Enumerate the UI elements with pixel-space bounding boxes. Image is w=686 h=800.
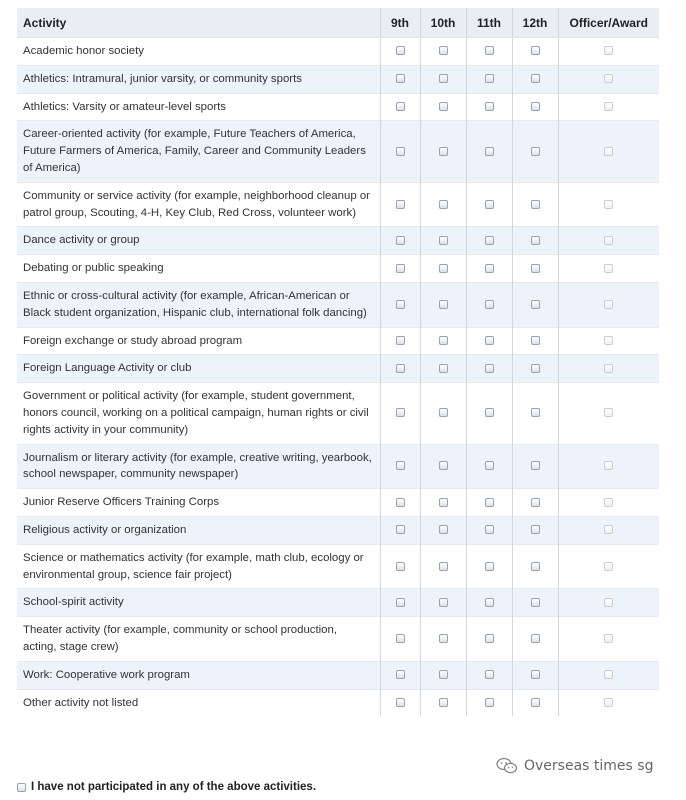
checkbox-cell-officer-award	[558, 282, 659, 327]
activity-label: Religious activity or organization	[17, 516, 380, 544]
checkbox-9th[interactable]	[396, 236, 405, 245]
checkbox-11th[interactable]	[485, 147, 494, 156]
checkbox-cell-11th	[466, 689, 512, 716]
checkbox-11th[interactable]	[485, 46, 494, 55]
checkbox-10th[interactable]	[439, 364, 448, 373]
activity-label: Debating or public speaking	[17, 255, 380, 283]
activity-label: Career-oriented activity (for example, Future Teachers of America, Future Farmers of America, Family, Career and Community Leaders of America)	[17, 121, 380, 182]
checkbox-cell-officer-award	[558, 38, 659, 66]
checkbox-cell-officer-award	[558, 93, 659, 121]
checkbox-10th[interactable]	[439, 461, 448, 470]
activity-label: Athletics: Intramural, junior varsity, or community sports	[17, 65, 380, 93]
checkbox-cell-12th	[512, 516, 558, 544]
checkbox-9th[interactable]	[396, 147, 405, 156]
checkbox-9th[interactable]	[396, 408, 405, 417]
checkbox-11th[interactable]	[485, 74, 494, 83]
activity-row	[17, 182, 659, 227]
checkbox-cell-9th	[380, 327, 420, 355]
checkbox-cell-9th	[380, 121, 420, 182]
activity-row	[17, 383, 659, 444]
checkbox-10th[interactable]	[439, 336, 448, 345]
checkbox-cell-10th	[420, 38, 466, 66]
checkbox-12th[interactable]	[531, 598, 540, 607]
activity-row	[17, 544, 659, 589]
checkbox-10th[interactable]	[439, 300, 448, 309]
checkbox-12th[interactable]	[531, 461, 540, 470]
checkbox-cell-12th	[512, 327, 558, 355]
activity-label: Work: Cooperative work program	[17, 661, 380, 689]
activity-row	[17, 661, 659, 689]
checkbox-cell-12th	[512, 255, 558, 283]
checkbox-11th[interactable]	[485, 102, 494, 111]
checkbox-cell-10th	[420, 489, 466, 517]
column-header-10th: 10th	[420, 8, 466, 38]
checkbox-cell-11th	[466, 355, 512, 383]
checkbox-9th[interactable]	[396, 498, 405, 507]
checkbox-9th[interactable]	[396, 634, 405, 643]
checkbox-cell-officer-award	[558, 65, 659, 93]
checkbox-cell-9th	[380, 444, 420, 489]
no-activities-label: I have not participated in any of the above activities.	[31, 781, 317, 793]
checkbox-cell-officer-award	[558, 355, 659, 383]
checkbox-cell-9th	[380, 661, 420, 689]
column-header-activity: Activity	[17, 8, 380, 38]
checkbox-9th[interactable]	[396, 200, 405, 209]
checkbox-cell-officer-award	[558, 182, 659, 227]
checkbox-11th[interactable]	[485, 634, 494, 643]
checkbox-11th[interactable]	[485, 525, 494, 534]
checkbox-cell-9th	[380, 65, 420, 93]
checkbox-cell-11th	[466, 617, 512, 662]
checkbox-11th[interactable]	[485, 300, 494, 309]
checkbox-officer-award[interactable]	[604, 598, 613, 607]
checkbox-officer-award[interactable]	[604, 670, 613, 679]
checkbox-officer-award[interactable]	[604, 498, 613, 507]
checkbox-cell-officer-award	[558, 227, 659, 255]
activity-label: Dance activity or group	[17, 227, 380, 255]
checkbox-12th[interactable]	[531, 670, 540, 679]
checkbox-9th[interactable]	[396, 336, 405, 345]
checkbox-cell-11th	[466, 65, 512, 93]
checkbox-cell-11th	[466, 383, 512, 444]
checkbox-cell-11th	[466, 255, 512, 283]
checkbox-cell-9th	[380, 589, 420, 617]
checkbox-9th[interactable]	[396, 46, 405, 55]
activity-label: Ethnic or cross-cultural activity (for example, African-American or Black student organization, Hispanic club, international folk dancing)	[17, 282, 380, 327]
checkbox-cell-12th	[512, 38, 558, 66]
checkbox-9th[interactable]	[396, 562, 405, 571]
checkbox-9th[interactable]	[396, 525, 405, 534]
checkbox-9th[interactable]	[396, 102, 405, 111]
checkbox-12th[interactable]	[531, 525, 540, 534]
checkbox-11th[interactable]	[485, 670, 494, 679]
checkbox-12th[interactable]	[531, 364, 540, 373]
activity-label: Community or service activity (for example, neighborhood cleanup or patrol group, Scouting, 4-H, Key Club, Red Cross, volunteer work)	[17, 182, 380, 227]
checkbox-cell-9th	[380, 255, 420, 283]
column-header-officer-award: Officer/Award	[558, 8, 659, 38]
checkbox-officer-award[interactable]	[604, 46, 613, 55]
activity-label: Government or political activity (for example, student government, honors council, working on a political campaign, human rights or civil rights activity in your community)	[17, 383, 380, 444]
checkbox-11th[interactable]	[485, 264, 494, 273]
checkbox-cell-11th	[466, 282, 512, 327]
activity-label: Foreign exchange or study abroad program	[17, 327, 380, 355]
checkbox-cell-9th	[380, 516, 420, 544]
checkbox-officer-award[interactable]	[604, 200, 613, 209]
checkbox-10th[interactable]	[439, 634, 448, 643]
column-header-9th: 9th	[380, 8, 420, 38]
checkbox-cell-10th	[420, 617, 466, 662]
checkbox-12th[interactable]	[531, 264, 540, 273]
checkbox-cell-12th	[512, 544, 558, 589]
checkbox-cell-officer-award	[558, 489, 659, 517]
checkbox-12th[interactable]	[531, 300, 540, 309]
checkbox-cell-officer-award	[558, 689, 659, 716]
checkbox-cell-11th	[466, 661, 512, 689]
checkbox-officer-award[interactable]	[604, 525, 613, 534]
checkbox-12th[interactable]	[531, 562, 540, 571]
activity-row	[17, 589, 659, 617]
checkbox-cell-9th	[380, 93, 420, 121]
checkbox-cell-officer-award	[558, 327, 659, 355]
header-row	[17, 8, 659, 38]
checkbox-cell-officer-award	[558, 383, 659, 444]
checkbox-12th[interactable]	[531, 336, 540, 345]
checkbox-cell-11th	[466, 444, 512, 489]
checkbox-cell-11th	[466, 38, 512, 66]
checkbox-cell-12th	[512, 121, 558, 182]
checkbox-11th[interactable]	[485, 698, 494, 707]
checkbox-10th[interactable]	[439, 562, 448, 571]
checkbox-12th[interactable]	[531, 102, 540, 111]
checkbox-cell-10th	[420, 93, 466, 121]
checkbox-12th[interactable]	[531, 698, 540, 707]
checkbox-cell-10th	[420, 544, 466, 589]
checkbox-cell-12th	[512, 617, 558, 662]
activity-label: Journalism or literary activity (for example, creative writing, yearbook, school newspaper, community newspaper)	[17, 444, 380, 489]
checkbox-cell-officer-award	[558, 661, 659, 689]
checkbox-9th[interactable]	[396, 264, 405, 273]
checkbox-cell-10th	[420, 661, 466, 689]
checkbox-cell-10th	[420, 282, 466, 327]
checkbox-10th[interactable]	[439, 236, 448, 245]
checkbox-11th[interactable]	[485, 236, 494, 245]
checkbox-12th[interactable]	[531, 200, 540, 209]
checkbox-cell-12th	[512, 182, 558, 227]
column-header-11th: 11th	[466, 8, 512, 38]
checkbox-cell-9th	[380, 383, 420, 444]
checkbox-cell-12th	[512, 227, 558, 255]
checkbox-9th[interactable]	[396, 300, 405, 309]
checkbox-10th[interactable]	[439, 264, 448, 273]
checkbox-cell-11th	[466, 516, 512, 544]
checkbox-cell-12th	[512, 383, 558, 444]
watermark-text: Overseas times sg	[524, 758, 654, 774]
checkbox-cell-officer-award	[558, 255, 659, 283]
activity-row	[17, 444, 659, 489]
checkbox-officer-award[interactable]	[604, 236, 613, 245]
checkbox-cell-12th	[512, 589, 558, 617]
activity-row	[17, 93, 659, 121]
checkbox-12th[interactable]	[531, 46, 540, 55]
checkbox-cell-9th	[380, 617, 420, 662]
activity-row	[17, 489, 659, 517]
checkbox-9th[interactable]	[396, 461, 405, 470]
checkbox-cell-11th	[466, 589, 512, 617]
activity-label: Foreign Language Activity or club	[17, 355, 380, 383]
activity-row	[17, 38, 659, 66]
checkbox-10th[interactable]	[439, 670, 448, 679]
checkbox-officer-award[interactable]	[604, 264, 613, 273]
no-activities-option[interactable]	[17, 781, 316, 793]
checkbox-cell-11th	[466, 544, 512, 589]
activity-row	[17, 65, 659, 93]
checkbox-10th[interactable]	[439, 525, 448, 534]
checkbox-10th[interactable]	[439, 102, 448, 111]
activity-row	[17, 327, 659, 355]
activity-label: School-spirit activity	[17, 589, 380, 617]
checkbox-cell-10th	[420, 444, 466, 489]
checkbox-cell-10th	[420, 121, 466, 182]
activity-label: Theater activity (for example, community or school production, acting, stage crew)	[17, 617, 380, 662]
checkbox-10th[interactable]	[439, 46, 448, 55]
checkbox-10th[interactable]	[439, 598, 448, 607]
checkbox-12th[interactable]	[531, 236, 540, 245]
checkbox-cell-12th	[512, 444, 558, 489]
checkbox-cell-9th	[380, 355, 420, 383]
checkbox-cell-9th	[380, 38, 420, 66]
activity-label: Academic honor society	[17, 38, 380, 66]
activity-row	[17, 227, 659, 255]
checkbox-cell-11th	[466, 121, 512, 182]
checkbox-9th[interactable]	[396, 364, 405, 373]
checkbox-cell-10th	[420, 516, 466, 544]
no-activities-checkbox[interactable]	[17, 783, 26, 792]
checkbox-11th[interactable]	[485, 598, 494, 607]
checkbox-10th[interactable]	[439, 498, 448, 507]
checkbox-12th[interactable]	[531, 408, 540, 417]
checkbox-cell-10th	[420, 689, 466, 716]
checkbox-cell-officer-award	[558, 444, 659, 489]
checkbox-11th[interactable]	[485, 498, 494, 507]
activity-row	[17, 355, 659, 383]
activity-label: Athletics: Varsity or amateur-level sports	[17, 93, 380, 121]
checkbox-10th[interactable]	[439, 698, 448, 707]
checkbox-cell-9th	[380, 282, 420, 327]
activity-row	[17, 617, 659, 662]
checkbox-officer-award[interactable]	[604, 364, 613, 373]
checkbox-officer-award[interactable]	[604, 461, 613, 470]
checkbox-cell-10th	[420, 182, 466, 227]
checkbox-11th[interactable]	[485, 364, 494, 373]
checkbox-12th[interactable]	[531, 498, 540, 507]
checkbox-12th[interactable]	[531, 74, 540, 83]
checkbox-cell-9th	[380, 689, 420, 716]
checkbox-10th[interactable]	[439, 200, 448, 209]
checkbox-cell-9th	[380, 489, 420, 517]
checkbox-officer-award[interactable]	[604, 634, 613, 643]
checkbox-officer-award[interactable]	[604, 562, 613, 571]
activity-row	[17, 689, 659, 716]
checkbox-cell-12th	[512, 661, 558, 689]
checkbox-cell-11th	[466, 93, 512, 121]
checkbox-cell-12th	[512, 93, 558, 121]
checkbox-cell-10th	[420, 383, 466, 444]
checkbox-cell-10th	[420, 65, 466, 93]
column-header-12th: 12th	[512, 8, 558, 38]
activity-row	[17, 121, 659, 182]
checkbox-cell-officer-award	[558, 617, 659, 662]
checkbox-cell-12th	[512, 355, 558, 383]
checkbox-officer-award[interactable]	[604, 300, 613, 309]
checkbox-cell-10th	[420, 589, 466, 617]
checkbox-cell-officer-award	[558, 121, 659, 182]
checkbox-cell-officer-award	[558, 589, 659, 617]
wechat-icon	[496, 757, 518, 775]
checkbox-officer-award[interactable]	[604, 698, 613, 707]
checkbox-9th[interactable]	[396, 74, 405, 83]
checkbox-officer-award[interactable]	[604, 102, 613, 111]
checkbox-cell-11th	[466, 489, 512, 517]
checkbox-9th[interactable]	[396, 598, 405, 607]
activity-row	[17, 516, 659, 544]
checkbox-cell-11th	[466, 182, 512, 227]
activities-table	[17, 8, 659, 716]
checkbox-11th[interactable]	[485, 461, 494, 470]
checkbox-cell-11th	[466, 227, 512, 255]
checkbox-cell-10th	[420, 355, 466, 383]
checkbox-cell-10th	[420, 227, 466, 255]
checkbox-cell-officer-award	[558, 516, 659, 544]
checkbox-officer-award[interactable]	[604, 147, 613, 156]
checkbox-11th[interactable]	[485, 562, 494, 571]
checkbox-12th[interactable]	[531, 634, 540, 643]
checkbox-9th[interactable]	[396, 670, 405, 679]
checkbox-12th[interactable]	[531, 147, 540, 156]
activity-label: Junior Reserve Officers Training Corps	[17, 489, 380, 517]
checkbox-cell-12th	[512, 489, 558, 517]
checkbox-11th[interactable]	[485, 336, 494, 345]
checkbox-cell-9th	[380, 544, 420, 589]
checkbox-officer-award[interactable]	[604, 336, 613, 345]
activity-label: Science or mathematics activity (for example, math club, ecology or environmental group, science fair project)	[17, 544, 380, 589]
watermark	[496, 757, 653, 775]
checkbox-officer-award[interactable]	[604, 408, 613, 417]
checkbox-11th[interactable]	[485, 408, 494, 417]
activities-form	[17, 8, 659, 716]
checkbox-cell-10th	[420, 327, 466, 355]
checkbox-officer-award[interactable]	[604, 74, 613, 83]
checkbox-10th[interactable]	[439, 74, 448, 83]
activity-row	[17, 255, 659, 283]
checkbox-cell-12th	[512, 65, 558, 93]
checkbox-9th[interactable]	[396, 698, 405, 707]
checkbox-cell-12th	[512, 689, 558, 716]
activity-label: Other activity not listed	[17, 689, 380, 716]
checkbox-cell-10th	[420, 255, 466, 283]
checkbox-cell-11th	[466, 327, 512, 355]
activity-row	[17, 282, 659, 327]
checkbox-10th[interactable]	[439, 408, 448, 417]
checkbox-cell-9th	[380, 182, 420, 227]
checkbox-10th[interactable]	[439, 147, 448, 156]
checkbox-cell-9th	[380, 227, 420, 255]
checkbox-cell-officer-award	[558, 544, 659, 589]
checkbox-11th[interactable]	[485, 200, 494, 209]
checkbox-cell-12th	[512, 282, 558, 327]
